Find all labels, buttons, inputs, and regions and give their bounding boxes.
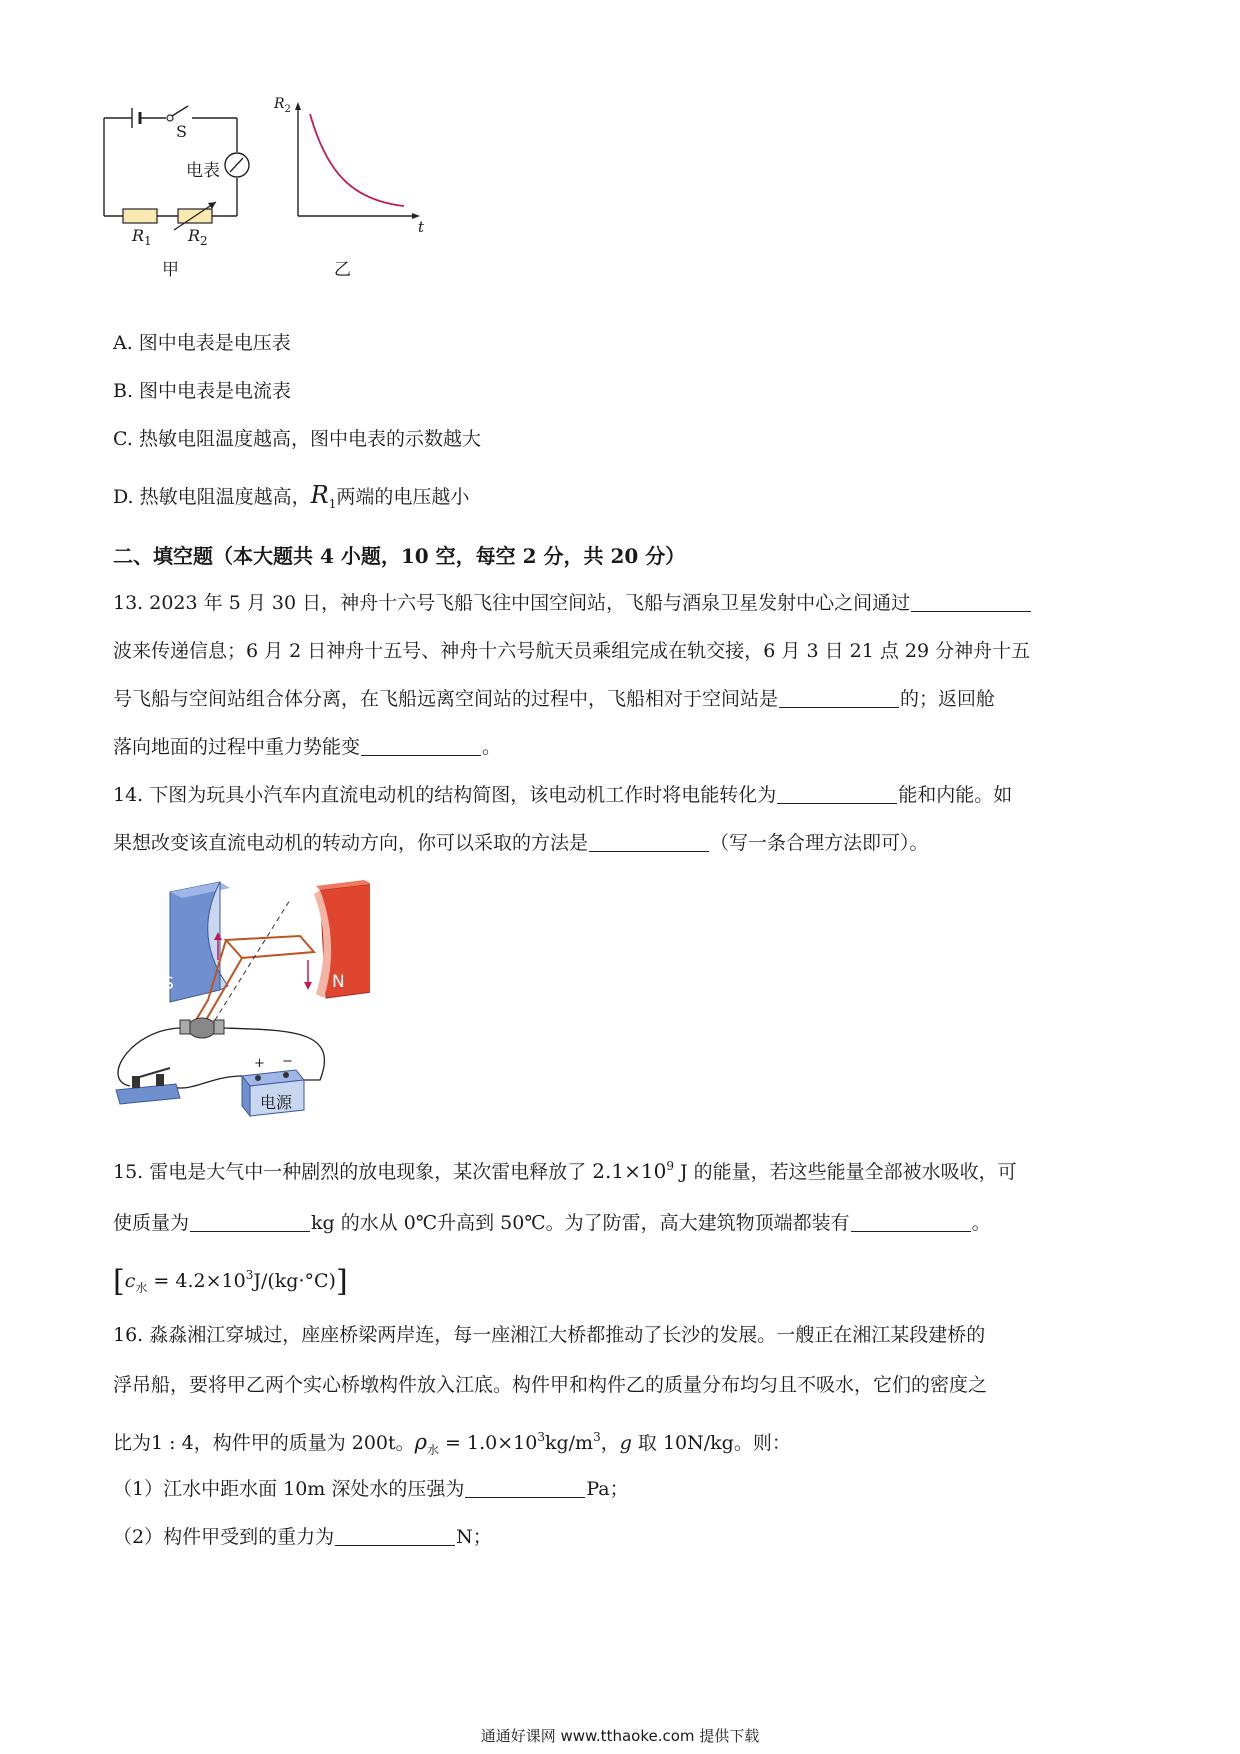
q14-blank-2[interactable] [589,833,709,852]
r2-time-graph [274,96,470,280]
option-a: A. 图中电表是电压表 [113,332,291,354]
q16-blank-2[interactable] [335,1527,455,1546]
q15-blank-2[interactable] [851,1213,971,1232]
battery-minus: − [282,1054,293,1069]
q13-line3: 号飞船与空间站组合体分离，在飞船远离空间站的过程中，飞船相对于空间站是 的；返回舱 [113,688,996,710]
caption-yi: 乙 [334,260,351,280]
q16-blank-1[interactable] [465,1479,585,1498]
magnet-s-label: S [163,974,174,994]
graph-x-label: t [418,218,425,236]
q16-line3: 比为1 : 4，构件甲的质量为 200t。$\rho_水 = 1.0\times 10^3kg/m^3$，g 取 10N/kg。则： [113,1430,791,1457]
option-b: B. 图中电表是电流表 [113,380,292,402]
caption-jia: 甲 [162,260,179,280]
q14-blank-1[interactable] [777,785,897,804]
dc-motor-figure [110,880,370,1120]
q14-line2: 果想改变该直流电动机的转动方向，你可以采取的方法是 （写一条合理方法即可）。 [113,832,929,854]
q16-line1: 16. 淼淼湘江穿城过，座座桥梁两岸连，每一座湘江大桥都推动了长沙的发展。一艘正在湘江某段建桥的 [113,1324,986,1346]
magnet-n-label: N [332,972,345,992]
q13-line1: 13. 2023 年 5 月 30 日，神舟十六号飞船飞往中国空间站，飞船与酒泉卫星发射中心之间通过 [113,590,1032,616]
q16-sub2: （2）构件甲受到的重力为 N； [113,1526,492,1548]
battery-label: 电源 [260,1093,293,1112]
q15-blank-1[interactable] [190,1213,310,1232]
q13-blank-2[interactable] [779,689,899,708]
q15-specific-heat: $[c_水 = 4.2\times 10^3J/(kg\cdot^\circ C)]$ [113,1264,348,1299]
q15-line2: 使质量为 kg 的水从 0℃升高到 50℃。为了防雷，高大建筑物顶端都装有 。 [113,1212,991,1234]
q16-sub1: （1）江水中距水面 10m 深处水的压强为 Pa； [113,1478,629,1500]
q13-blank-1[interactable] [911,593,1031,612]
option-c: C. 热敏电阻温度越高，图中电表的示数越大 [113,428,481,450]
q15-line1: 15. 雷电是大气中一种剧烈的放电现象，某次雷电释放了 $2.1\times 10^9$ J 的能量，若这些能量全部被水吸收，可 [113,1159,1017,1183]
section-title: 二、填空题（本大题共 4 小题，10 空，每空 2 分，共 20 分） [113,544,686,568]
r1-label: $R_1$ [132,226,152,249]
r2-label: $R_2$ [188,226,208,249]
q13-blank-3[interactable] [361,737,481,756]
r2-curve [310,114,404,206]
page-footer: 通通好课网 www.tthaoke.com 提供下载 [480,1727,760,1745]
battery-plus: + [254,1056,265,1071]
q13-line2: 波来传递信息；6 月 2 日神舟十五号、神舟十六号航天员乘组完成在轨交接，6 月 3 日 21 点 29 分神舟十五 [113,640,1031,662]
q14-line1: 14. 下图为玩具小汽车内直流电动机的结构简图，该电动机工作时将电能转化为 能和内能。如 [113,784,1013,806]
graph-y-label: $R_2$ [274,96,291,115]
motor-diagram [110,880,370,1120]
graph-axes [290,100,470,280]
option-d: D. 热敏电阻温度越高，$R_1$两端的电压越小 [113,481,470,511]
q16-line2: 浮吊船，要将甲乙两个实心桥墩构件放入江底。构件甲和构件乙的质量分布均匀且不吸水，它们的密度之 [113,1374,988,1396]
switch-label: S [176,122,187,141]
q13-line4: 落向地面的过程中重力势能变 。 [113,736,502,758]
circuit-figure [100,100,270,280]
meter-label: 电表 [186,161,220,181]
